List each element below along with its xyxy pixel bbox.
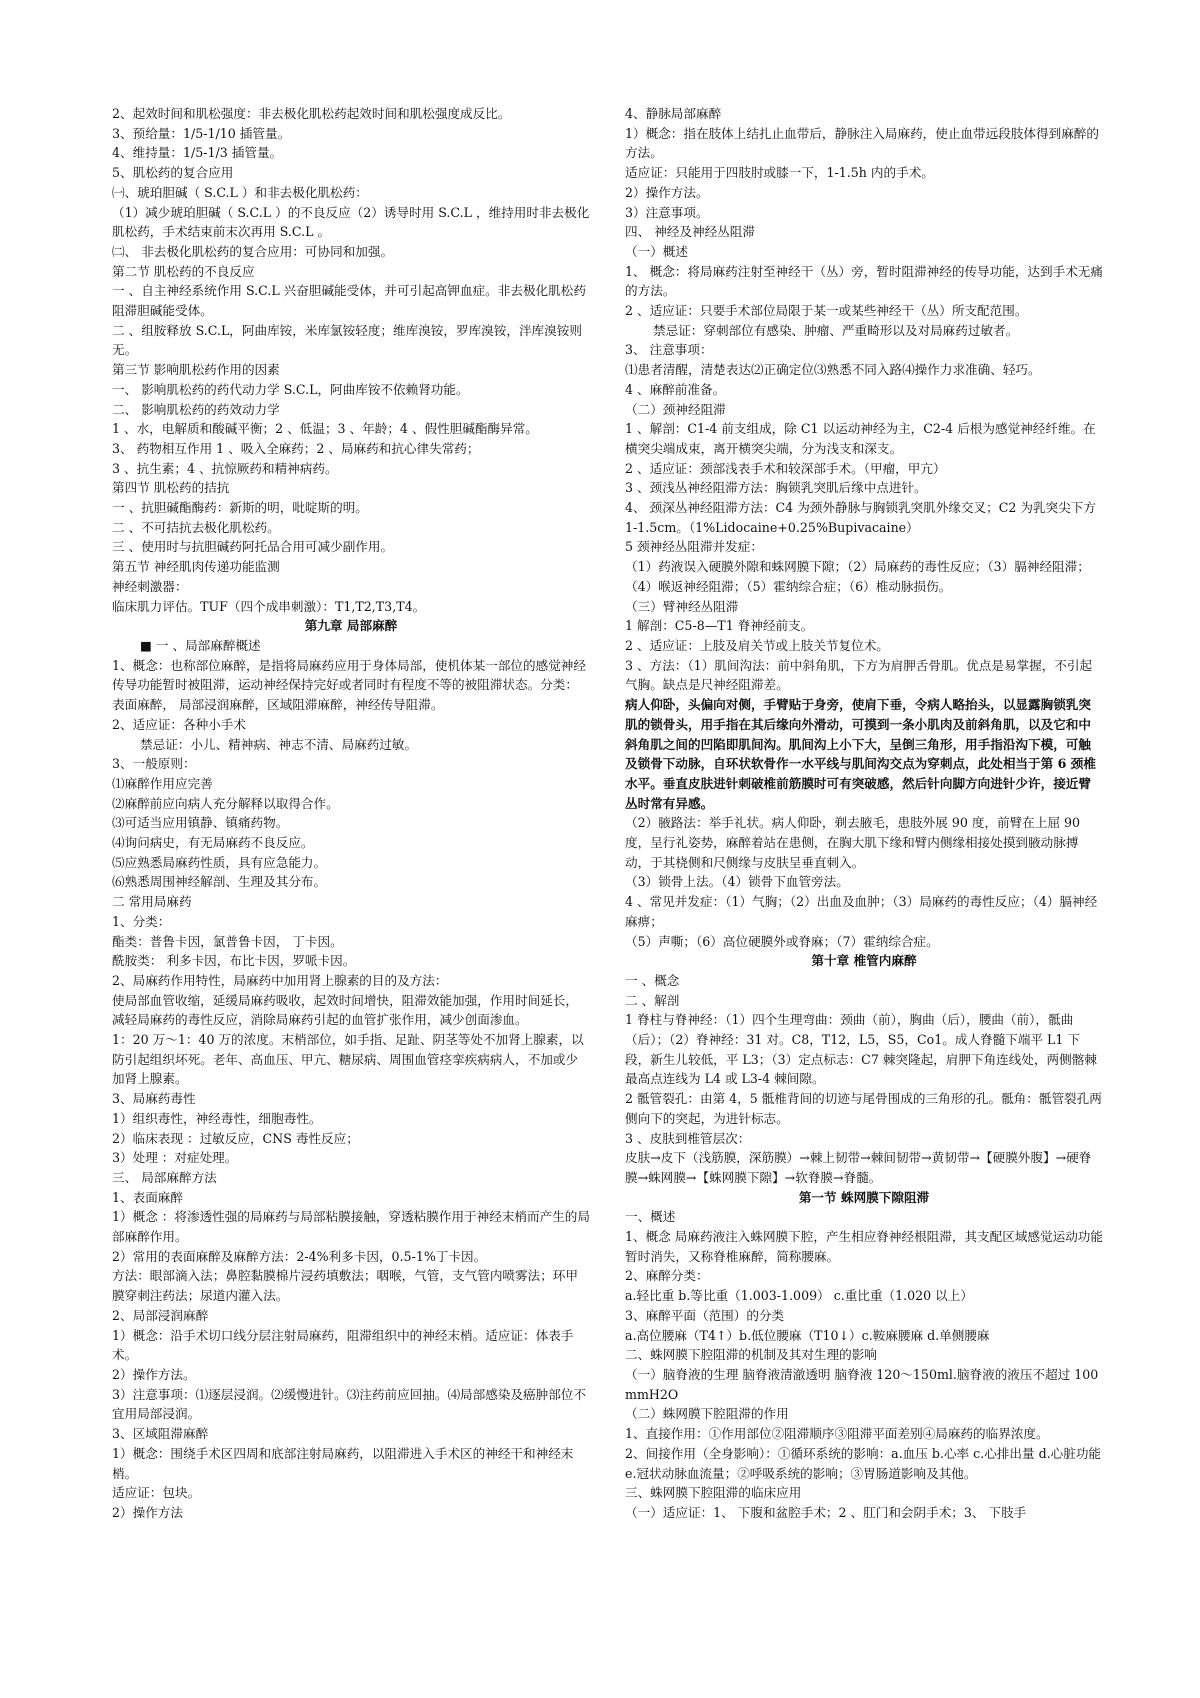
text-line: 2、适应证：各种小手术 <box>112 716 246 732</box>
text-line: ■ 一 、局部麻醉概述 <box>140 637 261 653</box>
text-line: 2、间接作用（全身影响）：①循环系统的影响：a.血压 b.心率 c.心排出量 d.心脏功能 e.冠状动脉血流量；②呼吸系统的影响；③胃肠道影响及其他。 <box>625 1445 1106 1481</box>
text-line: 禁忌证：小儿、精神病、神志不清、局麻药过敏。 <box>140 736 418 752</box>
text-line: （1）药液误入硬膜外隙和蛛网膜下隙；（2）局麻药的毒性反应；（3）膈神经阻滞； <box>625 559 1090 575</box>
text-line: 2 、适应证：只要手术部位局限于某一或某些神经干（丛）所支配范围。 <box>625 303 1028 319</box>
text-line: （二）颈神经阻滞 <box>625 401 726 417</box>
text-line: 2、局麻药作用特性，局麻药中加用肾上腺素的目的及方法： <box>112 972 448 988</box>
text-line: 第四节 肌松药的拮抗 <box>112 480 230 496</box>
text-line: ㈠、琥珀胆碱（ S.C.L ）和非去极化肌松药： <box>112 184 368 200</box>
text-line: 3、 注意事项： <box>625 342 713 358</box>
text-line: 2 、适应证：上肢及肩关节或上肢关节复位术。 <box>625 637 889 653</box>
text-line: 3、一般原则： <box>112 756 196 772</box>
text-line: a.高位腰麻（T4↑）b.低位腰麻（T10↓）c.鞍麻腰麻 d.单侧腰麻 <box>625 1327 990 1343</box>
text-line: 1：20 万～1：40 万的浓度。末梢部位，如手指、足趾、阴茎等处不加肾上腺素，以防引起组织坏死。老年、高血压、甲亢、糖尿病、周围血管痉挛疾病病人，不加或少加肾上腺素。 <box>112 1032 584 1087</box>
text-line: 3）注意事项：⑴逐层浸润。⑵缓慢进针。⑶注药前应回抽。⑷局部感染及癌肿部位不宜用局部浸润。 <box>112 1386 586 1422</box>
text-line: 一 、概念 <box>625 972 680 988</box>
text-line: 三、蛛网膜下腔阻滞的临床应用 <box>625 1485 802 1501</box>
text-line: 第三节 影响肌松药作用的因素 <box>112 362 280 378</box>
text-line: 二 常用局麻药 <box>112 894 192 910</box>
text-line: 酯类：普鲁卡因，氯普鲁卡因， 丁卡因。 <box>112 933 343 949</box>
text-line: 1）组织毒性，神经毒性，细胞毒性。 <box>112 1110 322 1126</box>
text-line: 神经刺激器： <box>112 578 188 594</box>
text-line: ㈡、 非去极化肌松药的复合应用：可协同和加强。 <box>112 243 394 259</box>
text-line: （5）声嘶；（6）高位硬膜外或脊麻；（7）霍纳综合症。 <box>625 933 939 949</box>
text-line: （4）喉返神经阻滞；（5）霍纳综合症；（6）椎动脉损伤。 <box>625 578 952 594</box>
text-line: 1、直接作用：①作用部位②阻滞顺序③阻滞平面差别④局麻药的临界浓度。 <box>625 1426 1049 1442</box>
text-line: 1、概念 局麻药液注入蛛网膜下腔，产生相应脊神经根阻滞，其支配区域感觉运动功能暂时消失，又称脊椎麻醉，简称腰麻。 <box>625 1229 1103 1264</box>
text-line: 4 、常见并发症：（1）气胸；（2）出血及血肿；（3）局麻药的毒性反应；（4）膈神经麻痹； <box>625 894 1098 929</box>
text-line: 3、 药物相互作用 1 、吸入全麻药；2 、局麻药和抗心律失常药； <box>112 440 480 456</box>
text-line: 2）常用的表面麻醉及麻醉方法：2-4%利多卡因，0.5-1%丁卡因。 <box>112 1248 487 1264</box>
text-line: 2）临床表现 ：过敏反应，CNS 毒性反应； <box>112 1130 359 1146</box>
text-line: 1、分类： <box>112 913 171 929</box>
text-line: 3、麻醉平面（范围）的分类 <box>625 1307 785 1323</box>
text-line: 5 颈神经丛阻滞并发症： <box>625 539 763 555</box>
text-line: （1）减少琥珀胆碱（ S.C.L ）的不良反应（2）诱导时用 S.C.L ，维持用时非去极化肌松药，手术结束前末次再用 S.C.L 。 <box>112 204 590 240</box>
text-line: 第五节 神经肌肉传递功能监测 <box>112 559 280 575</box>
right-column <box>625 104 1106 1523</box>
text-line: 3、区域阻滞麻醉 <box>112 1426 209 1442</box>
text-line: 2、麻醉分类： <box>625 1268 709 1284</box>
text-line: ⑴患者清醒，清楚表达⑵正确定位⑶熟悉不同入路⑷操作力求准确、轻巧。 <box>625 362 1041 378</box>
text-line: 1）概念 ：将渗透性强的局麻药与局部粘膜接触，穿透粘膜作用于神经末梢而产生的局部麻醉作用。 <box>112 1209 590 1245</box>
text-line: 适应证：只能用于四肢肘或膝一下，1-1.5h 内的手术。 <box>625 165 934 181</box>
text-line: （3）锁骨上法。（4）锁骨下血管旁法。 <box>625 874 849 890</box>
section-heading: 第九章 局部麻醉 <box>304 618 398 634</box>
text-line: 2 骶管裂孔：由第 4，5 骶椎背间的切迹与尾骨围成的三角形的孔。骶角：骶管裂孔两侧向下的突起，为进针标志。 <box>625 1091 1102 1126</box>
text-line: a.轻比重 b.等比重（1.003-1.009） c.重比重（1.020 以上） <box>625 1288 973 1304</box>
text-line: 2）操作方法 <box>112 1504 183 1520</box>
text-line: 酰胺类： 利多卡因，布比卡因，罗哌卡因。 <box>112 953 356 969</box>
left-column <box>112 104 590 1523</box>
text-line: （一）概述 <box>625 243 688 259</box>
text-line: 1）概念：围绕手术区四周和底部注射局麻药，以阻滞进入手术区的神经干和神经末梢。 <box>112 1445 574 1481</box>
text-line: 使局部血管收缩，延缓局麻药吸收，起效时间增快，阻滞效能加强，作用时间延长，减轻局麻药的毒性反应，消除局麻药引起的血管扩张作用，减少创面渗血。 <box>112 992 578 1028</box>
text-line: 3 、皮肤到椎管层次： <box>625 1130 751 1146</box>
text-line: 1）概念：沿手术切口线分层注射局麻药，阻滞组织中的神经末梢。适应证：体表手术。 <box>112 1327 574 1363</box>
text-line: 4 、麻醉前准备。 <box>625 381 726 397</box>
text-line: 2 、适应证：颈部浅表手术和较深部手术。（甲瘤，甲亢） <box>625 460 946 476</box>
text-line: 一 、自主神经系统作用 S.C.L 兴奋胆碱能受体，并可引起高钾血症。非去极化肌松药阻滞胆碱能受体。 <box>112 283 586 319</box>
text-line: 3 、抗生素；4 、抗惊厥药和精神病药。 <box>112 460 338 476</box>
text-line: 3）处理 ：对症处理。 <box>112 1150 238 1166</box>
text-line: 2、局部浸润麻醉 <box>112 1307 209 1323</box>
text-line: （2）腋路法：举手礼状。病人仰卧，剃去腋毛，患肢外展 90 度，前臂在上屈 90 度，呈行礼姿势，麻醉着站在患侧，在胸大肌下缘和臂内侧缘相接处摸到腋动脉搏动，于其桡侧和尺侧缘与皮肤呈垂直刺入。 <box>625 815 1085 870</box>
text-line: 2）操作方法。 <box>112 1367 196 1382</box>
text-line: 二 、组胺释放 S.C.L，阿曲库铵，米库氯铵轻度；维库溴铵，罗库溴铵，泮库溴铵则无。 <box>112 322 582 358</box>
text-line: 禁忌证：穿刺部位有感染、肿瘤、严重畸形以及对局麻药过敏者。 <box>653 322 1019 338</box>
text-line: 病人仰卧，头偏向对侧，手臂贴于身旁，使肩下垂，令病人略抬头，以显露胸锁乳突肌的锁骨头，用手指在其后缘向外滑动，可摸到一条小肌肉及前斜角肌，以及它和中斜角肌之间的凹陷即肌间沟。肌间沟上小下大，呈倒三角形，用手指沿沟下模，可触及锁骨下动脉，自环状软骨作一水平线与肌间沟交点为穿刺点，此处相当于第 6 颈椎水平。垂直皮肤进针刺破椎前筋膜时可有突破感，然后针向脚方向进针少许，接近臂丛时常有异感。 <box>625 697 1096 811</box>
text-line: 2、起效时间和肌松强度：非去极化肌松药起效时间和肌松强度成反比。 <box>112 106 511 121</box>
text-line: 二 、解剖 <box>625 992 680 1008</box>
text-line: 临床肌力评估。TUF（四个成串刺激）：T1,T2,T3,T4。 <box>112 598 426 614</box>
text-line: ⑶可适当应用镇静、镇痛药物。 <box>112 815 289 831</box>
text-line: 4、静脉局部麻醉 <box>625 106 722 121</box>
text-line: 3 、颈浅丛神经阻滞方法：胸锁乳突肌后缘中点进针。 <box>625 480 927 496</box>
text-line: 4、 颈深丛神经阻滞方法：C4 为颈外静脉与胸锁乳突肌外缘交叉；C2 为乳突尖下方 1-1.5cm。（1%Lidocaine+0.25%Bupivacaine） <box>625 500 1100 535</box>
text-line: ⑷询问病史，有无局麻药不良反应。 <box>112 835 314 851</box>
text-line: （三）臂神经丛阻滞 <box>625 598 739 614</box>
text-line: （一）适应证：1、 下腹和盆腔手术；2 、肛门和会阴手术；3、 下肢手 <box>625 1504 1027 1520</box>
text-line: 二、 影响肌松药的药效动力学 <box>112 401 280 417</box>
text-line: （二）蛛网膜下腔阻滞的作用 <box>625 1406 789 1422</box>
text-line: 1）概念：指在肢体上结扎止血带后，静脉注入局麻药，使止血带远段肢体得到麻醉的方法。 <box>625 125 1099 161</box>
text-line: 二 、不可拮抗去极化肌松药。 <box>112 519 280 535</box>
text-line: ⑴麻醉作用应完善 <box>112 775 213 791</box>
text-line: 2）操作方法。 <box>625 184 709 200</box>
text-line: 一、概述 <box>625 1209 676 1225</box>
text-line: 4、维持量：1/5-1/3 插管量。 <box>112 145 283 161</box>
text-line: 1 解剖：C5-8—T1 脊神经前支。 <box>625 618 814 634</box>
text-line: 一 、抗胆碱酯酶药：新斯的明，吡啶斯的明。 <box>112 500 368 516</box>
text-line: 1 、水，电解质和酸碱平衡；2 、低温；3 、年龄；4 、假性胆碱酯酶异常。 <box>112 421 538 437</box>
text-line: 1 、解剖：C1-4 前支组成，除 C1 以运动神经为主，C2-4 后根为感觉神经纤维。在横突尖端成束，离开横突尖端，分为浅支和深支。 <box>625 421 1096 456</box>
text-line: 二、蛛网膜下腔阻滞的机制及其对生理的影响 <box>625 1347 877 1363</box>
text-line: ⑵麻醉前应向病人充分解释以取得合作。 <box>112 795 339 811</box>
text-line: 三、 局部麻醉方法 <box>112 1169 217 1185</box>
text-line: 一、 影响肌松药的药代动力学 S.C.L，阿曲库铵不依赖肾功能。 <box>112 381 469 397</box>
text-line: 3、预给量：1/5-1/10 插管量。 <box>112 125 291 141</box>
text-line: 3、局麻药毒性 <box>112 1091 196 1107</box>
text-line: ⑸应熟悉局麻药性质，具有应急能力。 <box>112 854 327 870</box>
text-line: 1、概念：也称部位麻醉，是指将局麻药应用于身体局部，使机体某一部位的感觉神经传导功能暂时被阻滞，运动神经保持完好或者同时有程度不等的被阻滞状态。分类：表面麻醉， 局部浸润麻醉，区域阻滞麻醉，神经传导阻滞。 <box>112 657 586 713</box>
text-line: 适应证：包块。 <box>112 1485 201 1501</box>
section-heading: 第十章 椎管内麻醉 <box>811 953 917 969</box>
section-heading: 第一节 蛛网膜下隙阻滞 <box>798 1189 930 1205</box>
text-line: 1 脊柱与脊神经：（1）四个生理弯曲：颈曲（前），胸曲（后），腰曲（前），骶曲（后）；（2）脊神经：31 对。C8，T12，L5，S5，Co1。成人脊髓下端平 L1 下段，新生儿较低，平 L3；（3）定点标志：C7 棘突隆起，肩胛下角连线处，两侧髂棘最高点连线为 L4 或 L3-4 棘间隙。 <box>625 1012 1097 1087</box>
text-line: 3）注意事项。 <box>625 204 709 220</box>
text-line: 1、 概念：将局麻药注射至神经干（丛）旁，暂时阻滞神经的传导功能，达到手术无痛的方法。 <box>625 263 1103 299</box>
text-line: 四、 神经及神经丛阻滞 <box>625 224 755 240</box>
text-line: （一）脑脊液的生理 脑脊液清澈透明 脑脊液 120～150ml.脑脊液的液压不超过 100mmH2O <box>625 1367 1099 1402</box>
text-line: 第二节 肌松药的不良反应 <box>112 263 255 279</box>
text-line: 方法：眼部滴入法；鼻腔黏膜棉片浸药填敷法；咽喉，气管，支气管内喷雾法；环甲膜穿刺注药法；尿道内灌入法。 <box>112 1268 578 1304</box>
text-line: 1、表面麻醉 <box>112 1189 183 1205</box>
text-line: ⑹熟悉周围神经解剖、生理及其分布。 <box>112 874 327 890</box>
text-line: 皮肤→皮下（浅筋膜，深筋膜）→棘上韧带→棘间韧带→黄韧带→【硬膜外腹】→硬脊膜→蛛网膜→【蛛网膜下隙】→软脊膜→脊髓。 <box>625 1150 1092 1185</box>
text-line: 三 、使用时与抗胆碱药阿托品合用可减少副作用。 <box>112 539 394 555</box>
text-line: 5、肌松药的复合应用 <box>112 165 234 181</box>
text-line: 3 、方法：（1）肌间沟法：前中斜角肌，下方为肩胛舌骨肌。优点是易掌握，不引起气胸。缺点是尺神经阻滞差。 <box>625 657 1093 693</box>
